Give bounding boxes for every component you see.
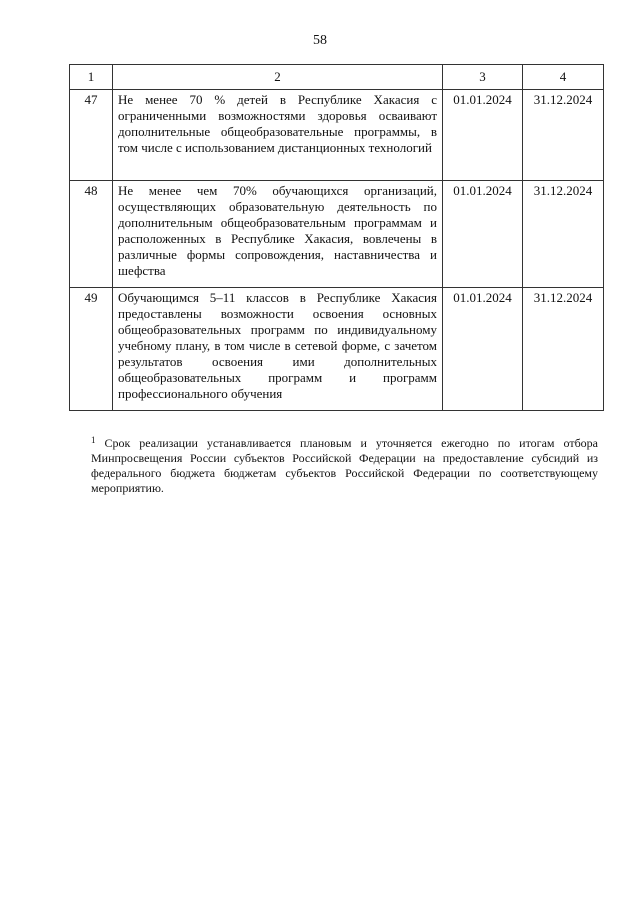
row-number: 49 <box>70 288 113 411</box>
table-row <box>70 181 604 288</box>
table-row <box>70 90 604 181</box>
column-header-2: 2 <box>113 65 443 90</box>
column-header-4: 4 <box>523 65 604 90</box>
footnote-text: Срок реализации устанавливается плановым и уточняется ежегодно по итогам отбора Минпросвещения России субъектов Российской Федерации на предоставление субсидий из федерального бюджета бюджетам субъектов Российской Федерации по соответствующему мероприятию. <box>91 436 598 495</box>
row-end-date: 31.12.2024 <box>523 288 604 411</box>
column-header-3: 3 <box>443 65 523 90</box>
row-number: 48 <box>70 181 113 288</box>
footnote-marker: 1 <box>91 435 96 445</box>
page-number: 58 <box>313 33 327 48</box>
row-description: Обучающимся 5–11 классов в Республике Хакасия предоставлены возможности освоения основных общеобразовательных программ по индивидуальному учебному плану, в том числе в сетевой форме, с зачетом результатов освоения ими дополнительных общеобразовательных программ и программ профессионального обучения <box>113 288 443 411</box>
row-end-date: 31.12.2024 <box>523 181 604 288</box>
row-number: 47 <box>70 90 113 181</box>
row-start-date: 01.01.2024 <box>443 181 523 288</box>
row-start-date: 01.01.2024 <box>443 90 523 181</box>
footnote <box>91 436 598 496</box>
row-description: Не менее чем 70% обучающихся организаций, осуществляющих образовательную деятельность по дополнительным общеобразовательным программам и расположенных в Республике Хакасия, вовлечены в различные формы сопровождения, наставничества и шефства <box>113 181 443 288</box>
activities-table <box>69 64 604 411</box>
column-header-1: 1 <box>70 65 113 90</box>
row-start-date: 01.01.2024 <box>443 288 523 411</box>
row-description: Не менее 70 % детей в Республике Хакасия с ограниченными возможностями здоровья осваивают дополнительные общеобразовательные программы, в том числе с использованием дистанционных технологий <box>113 90 443 181</box>
row-end-date: 31.12.2024 <box>523 90 604 181</box>
table-row <box>70 288 604 411</box>
table-header-row <box>70 65 604 90</box>
